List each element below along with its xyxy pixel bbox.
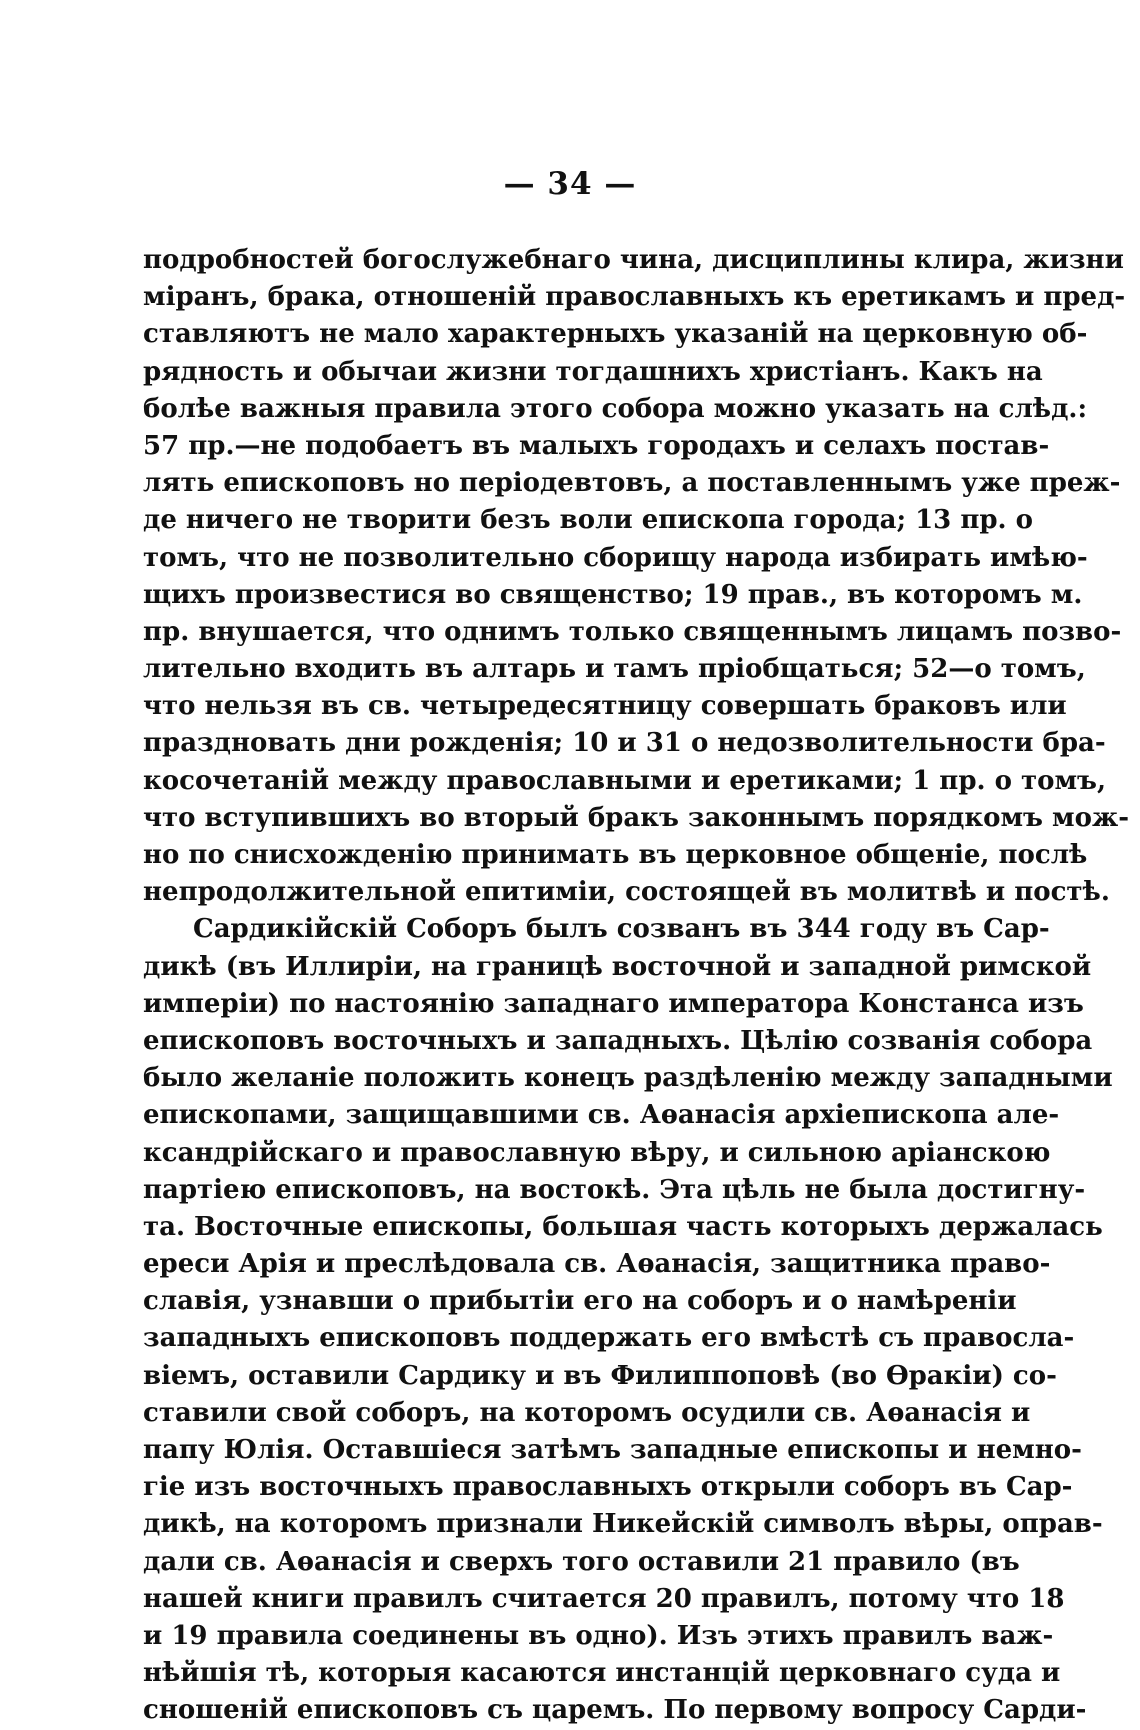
text-line: дикѣ, на которомъ признали Никейскій символъ вѣры, оправ- xyxy=(143,1509,1103,1540)
text-line: рядность и обычаи жизни тогдашнихъ христіанъ. Какъ на xyxy=(143,356,1043,387)
text-line: томъ, что не позволительно сборищу народа избирать имѣю- xyxy=(143,542,1088,573)
text-line: косочетаній между православными и еретиками; 1 пр. о томъ, xyxy=(143,765,1107,796)
text-line: имперіи) по настоянію западнаго императора Констанса изъ xyxy=(143,988,1084,1019)
text-line: западныхъ епископовъ поддержать его вмѣстѣ съ правосла- xyxy=(143,1323,1075,1354)
paragraph-end-line: непродолжительной епитиміи, состоящей въ молитвѣ и постѣ. xyxy=(143,877,1110,908)
text-line: щихъ произвестися во священство; 19 прав., въ которомъ м. xyxy=(143,579,1083,610)
text-line: и 19 правила соединены въ одно). Изъ этихъ правилъ важ- xyxy=(143,1620,1054,1651)
text-line: віемъ, оставили Сардику и въ Филиппоповѣ (во Ѳракіи) со- xyxy=(143,1360,1057,1391)
text-line: ксандрійскаго и православную вѣру, и сильною аріанскою xyxy=(143,1137,1051,1168)
text-line: ставляютъ не мало характерныхъ указаній на церковную об- xyxy=(143,319,1088,350)
paragraph-first-line: Сардикійскій Соборъ былъ созванъ въ 344 году въ Сар- xyxy=(193,914,1050,945)
text-line: нашей книги правилъ считается 20 правилъ, потому что 18 xyxy=(143,1583,1065,1614)
text-line: сношеній епископовъ съ царемъ. По первому вопросу Сарди- xyxy=(143,1695,1087,1726)
text-line: но по снисхожденію принимать въ церковное общеніе, послѣ xyxy=(143,840,1088,870)
text-line: болѣе важныя правила этого собора можно указать на слѣд.: xyxy=(143,393,1088,424)
text-line: дали св. Аѳанасія и сверхъ того оставили 21 правило (въ xyxy=(143,1546,1020,1577)
text-line: епископами, защищавшими св. Аѳанасія архіепископа але- xyxy=(143,1100,1060,1131)
text-line: лять епископовъ но періодевтовъ, а поставленнымъ уже преж- xyxy=(143,468,1121,499)
page-number: — 34 — xyxy=(503,166,637,202)
text-line: гіе изъ восточныхъ православныхъ открыли соборъ въ Сар- xyxy=(143,1472,1073,1503)
text-line: что нельзя въ св. четыредесятницу совершать браковъ или xyxy=(143,691,1067,722)
text-line: епископовъ восточныхъ и западныхъ. Цѣлію созванія собора xyxy=(143,1025,1093,1056)
text-line: подробностей богослужебнаго чина, дисциплины клира, жизни xyxy=(143,245,1124,275)
text-line: что вступившихъ во вторый бракъ законнымъ порядкомъ мож- xyxy=(143,802,1130,833)
text-line: та. Восточные епископы, большая часть которыхъ держалась xyxy=(143,1211,1103,1242)
text-line: ставили свой соборъ, на которомъ осудили св. Аѳанасія и xyxy=(143,1397,1031,1428)
text-line: міранъ, брака, отношеній православныхъ къ еретикамъ и пред- xyxy=(143,282,1126,313)
text-line: папу Юлія. Оставшіеся затѣмъ западные епископы и немно- xyxy=(143,1435,1082,1465)
text-line: де ничего не творити безъ воли епископа города; 13 пр. о xyxy=(143,505,1033,536)
text-line: пр. внушается, что однимъ только священнымъ лицамъ позво- xyxy=(143,616,1122,647)
text-line: славія, узнавши о прибытіи его на соборъ и о намѣреніи xyxy=(143,1286,1017,1317)
text-line: 57 пр.—не подобаетъ въ малыхъ городахъ и селахъ постав- xyxy=(143,430,1050,461)
body-text xyxy=(143,242,1130,1730)
text-line: ереси Арія и преслѣдовала св. Аѳанасія, защитника право- xyxy=(143,1249,1051,1280)
text-line: нѣйшія тѣ, которыя касаются инстанцій церковнаго суда и xyxy=(143,1658,1061,1689)
text-line: партіею епископовъ, на востокѣ. Эта цѣль не была достигну- xyxy=(143,1174,1086,1205)
text-line: было желаніе положить конецъ раздѣленію между западными xyxy=(143,1063,1113,1094)
text-line: праздновать дни рожденія; 10 и 31 о недозволительности бра- xyxy=(143,728,1106,759)
text-line: дикѣ (въ Иллиріи, на границѣ восточной и западной римской xyxy=(143,951,1092,982)
text-line: лительно входить въ алтарь и тамъ пріобщаться; 52—о томъ, xyxy=(143,654,1086,685)
